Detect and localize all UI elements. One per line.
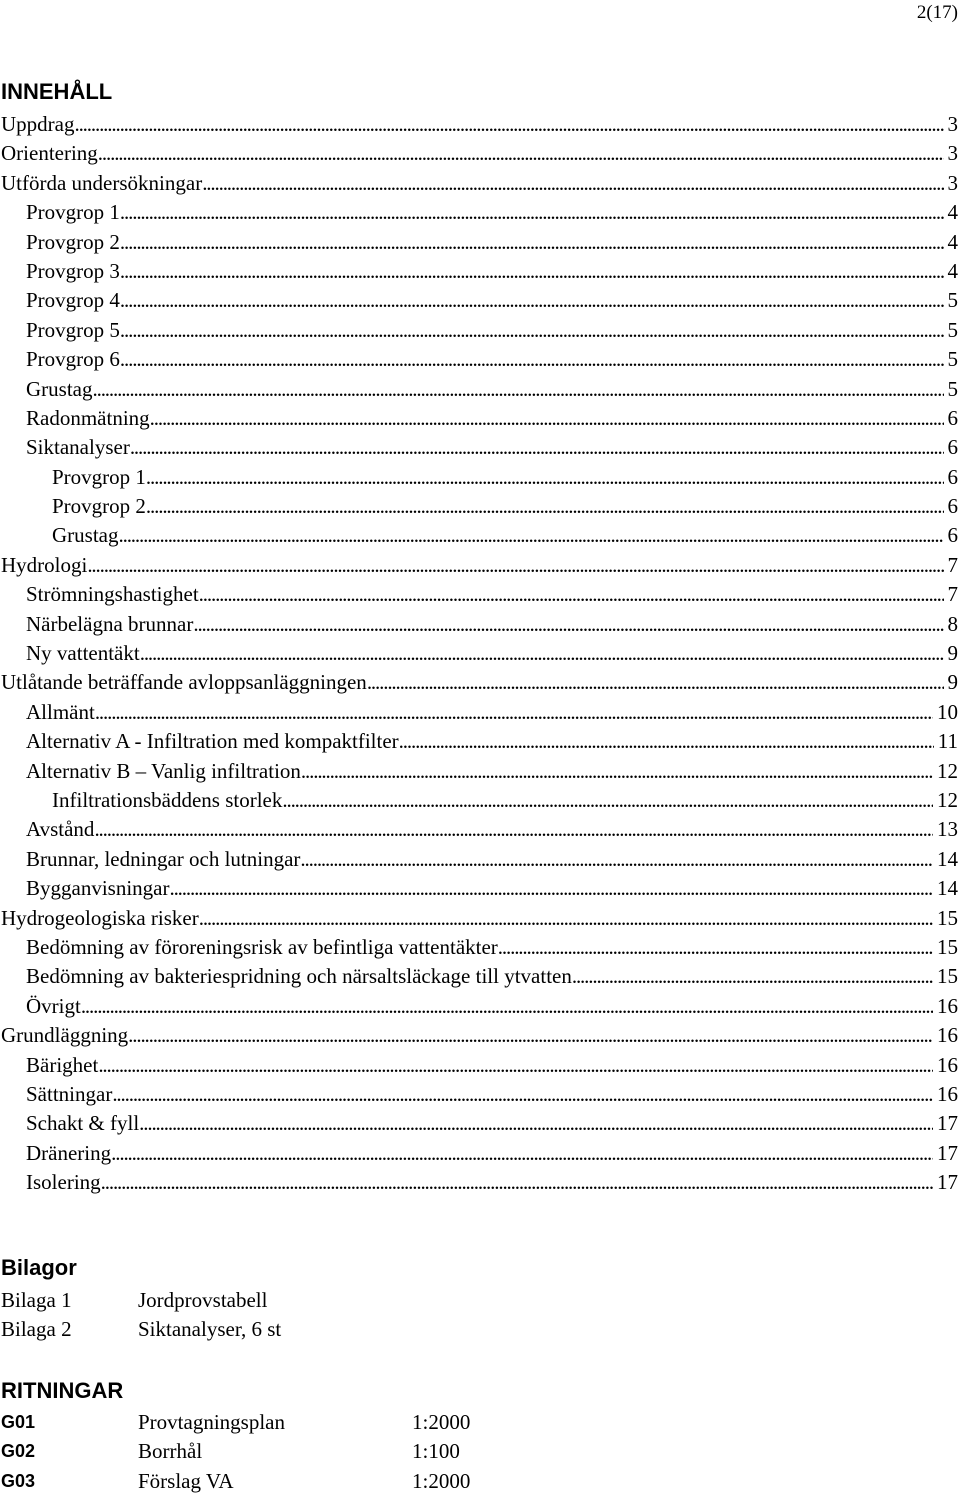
bilaga-id: Bilaga 1	[1, 1288, 72, 1312]
toc-dot-leader	[146, 492, 944, 521]
toc-entry-label: Bärighet	[26, 1052, 99, 1077]
toc-dot-leader	[120, 345, 944, 374]
toc-dot-leader	[193, 610, 943, 639]
toc-entry-page: 15	[937, 964, 958, 989]
ritning-name: Borrhål	[138, 1439, 203, 1464]
toc-entry[interactable]	[0, 316, 958, 345]
toc-entry-label: Provgrop 2	[52, 494, 146, 519]
toc-entry-label: Provgrop 2	[26, 229, 120, 254]
toc-entry-label: Strömningshastighet	[26, 582, 199, 607]
toc-entry[interactable]	[0, 1139, 958, 1168]
toc-entry[interactable]	[0, 228, 958, 257]
toc-entry-page: 17	[937, 1140, 958, 1165]
toc-entry[interactable]	[0, 786, 958, 815]
toc-entry-label: Hydrologi	[1, 552, 88, 577]
toc-entry-label: Närbelägna brunnar	[26, 611, 194, 636]
toc-entry-page: 10	[937, 699, 958, 724]
toc-entry-label: Isolering	[26, 1170, 101, 1195]
toc-entry-page: 17	[937, 1170, 958, 1195]
toc-entry-label: Bygganvisningar	[26, 876, 170, 901]
toc-entry-label: Infiltrationsbäddens storlek	[52, 787, 283, 812]
bilaga-name: Siktanalyser, 6 st	[138, 1317, 282, 1342]
toc-entry-page: 5	[947, 317, 958, 342]
toc-entry-page: 7	[947, 582, 958, 607]
toc-entry-page: 4	[947, 229, 958, 254]
toc-list	[0, 110, 958, 1197]
toc-entry-page: 4	[947, 200, 958, 225]
toc-entry-label: Övrigt	[26, 993, 81, 1018]
toc-entry-page: 17	[937, 1111, 958, 1136]
toc-entry-label: Grustag	[26, 376, 93, 401]
toc-entry[interactable]	[0, 1051, 958, 1080]
toc-entry[interactable]	[0, 198, 958, 227]
toc-entry-page: 13	[937, 817, 958, 842]
ritningar-heading: RITNINGAR	[1, 1378, 124, 1403]
toc-entry-label: Bedömning av bakteriespridning och närsaltsläckage till ytvatten	[26, 964, 572, 989]
toc-dot-leader	[87, 551, 943, 580]
toc-entry-page: 6	[947, 494, 958, 519]
toc-entry[interactable]	[0, 286, 958, 315]
toc-entry[interactable]	[0, 1168, 958, 1197]
toc-dot-leader	[139, 1109, 933, 1138]
ritning-code: G01	[1, 1412, 36, 1432]
toc-entry-page: 12	[937, 787, 958, 812]
toc-entry[interactable]	[0, 933, 958, 962]
toc-entry-page: 8	[947, 611, 958, 636]
toc-dot-leader	[81, 992, 933, 1021]
toc-dot-leader	[202, 169, 943, 198]
toc-entry-label: Grundläggning	[1, 1023, 129, 1048]
toc-entry-label: Bedömning av föroreningsrisk av befintliga vattentäkter	[26, 934, 498, 959]
toc-entry-page: 12	[937, 758, 958, 783]
toc-dot-leader	[93, 375, 944, 404]
toc-entry-label: Schakt & fyll	[26, 1111, 140, 1136]
toc-entry-label: Provgrop 3	[26, 258, 120, 283]
toc-entry[interactable]	[0, 110, 958, 139]
bilaga-name: Jordprovstabell	[138, 1288, 268, 1312]
toc-dot-leader	[282, 786, 933, 815]
toc-entry[interactable]	[0, 815, 958, 844]
toc-entry-label: Alternativ B – Vanlig infiltration	[26, 758, 301, 783]
toc-entry-page: 16	[937, 993, 958, 1018]
toc-dot-leader	[120, 257, 944, 286]
toc-dot-leader	[150, 404, 944, 433]
toc-entry[interactable]	[0, 610, 958, 639]
toc-entry[interactable]	[0, 404, 958, 433]
toc-entry-label: Utlåtande beträffande avloppsanläggningen	[1, 670, 367, 695]
toc-entry-label: Siktanalyser	[26, 435, 130, 460]
toc-entry-page: 16	[937, 1023, 958, 1048]
toc-entry[interactable]	[0, 874, 958, 903]
toc-entry[interactable]	[0, 668, 958, 697]
toc-entry-label: Utförda undersökningar	[1, 170, 203, 195]
toc-dot-leader	[120, 198, 944, 227]
toc-entry-page: 14	[937, 876, 958, 901]
toc-entry-label: Provgrop 6	[26, 347, 120, 372]
toc-dot-leader	[119, 521, 944, 550]
toc-entry[interactable]	[0, 433, 958, 462]
bilagor-heading: Bilagor	[1, 1255, 77, 1280]
ritning-scale: 1:100	[412, 1439, 460, 1464]
toc-dot-leader	[111, 1139, 933, 1168]
ritning-row	[0, 1467, 600, 1496]
toc-dot-leader	[169, 874, 933, 903]
toc-entry[interactable]	[0, 375, 958, 404]
toc-dot-leader	[199, 580, 944, 609]
toc-dot-leader	[140, 639, 944, 668]
toc-dot-leader	[112, 1080, 933, 1109]
toc-dot-leader	[74, 110, 943, 139]
toc-entry-label: Alternativ A - Infiltration med kompaktfilter	[26, 729, 399, 754]
toc-entry-page: 6	[947, 464, 958, 489]
toc-dot-leader	[146, 463, 944, 492]
toc-dot-leader	[399, 727, 934, 756]
toc-dot-leader	[130, 433, 944, 462]
toc-entry[interactable]	[0, 1080, 958, 1109]
toc-dot-leader	[498, 933, 933, 962]
toc-entry-label: Avstånd	[26, 817, 95, 842]
ritning-scale: 1:2000	[412, 1468, 471, 1493]
toc-entry-page: 16	[937, 1052, 958, 1077]
toc-entry[interactable]	[0, 845, 958, 874]
toc-dot-leader	[98, 1051, 933, 1080]
toc-entry-page: 6	[947, 523, 958, 548]
bilaga-row	[0, 1315, 600, 1344]
toc-dot-leader	[120, 316, 944, 345]
toc-entry-label: Provgrop 1	[52, 464, 146, 489]
toc-entry-label: Provgrop 5	[26, 317, 120, 342]
ritning-scale: 1:2000	[412, 1410, 471, 1434]
toc-entry-label: Provgrop 4	[26, 288, 120, 313]
toc-entry[interactable]	[0, 992, 958, 1021]
toc-entry[interactable]	[0, 962, 958, 991]
toc-entry[interactable]	[0, 727, 958, 756]
toc-entry-page: 3	[947, 170, 958, 195]
toc-entry[interactable]	[0, 139, 958, 168]
toc-entry[interactable]	[0, 904, 958, 933]
toc-entry[interactable]	[0, 757, 958, 786]
toc-entry[interactable]	[0, 169, 958, 198]
ritning-code: G03	[1, 1470, 36, 1491]
toc-entry-page: 9	[947, 670, 958, 695]
toc-entry-page: 4	[947, 258, 958, 283]
toc-entry[interactable]	[0, 551, 958, 580]
toc-heading: INNEHÅLL	[1, 79, 113, 104]
toc-entry-page: 3	[947, 112, 958, 136]
toc-entry-label: Hydrogeologiska risker	[1, 905, 199, 930]
ritning-name: Provtagningsplan	[138, 1410, 285, 1434]
bilaga-id: Bilaga 2	[1, 1317, 72, 1342]
toc-dot-leader	[128, 1021, 933, 1050]
bilagor-list	[0, 1286, 600, 1345]
ritningar-list	[0, 1408, 600, 1496]
toc-entry[interactable]	[0, 580, 958, 609]
page-number: 2(17)	[916, 2, 958, 23]
toc-dot-leader	[98, 139, 944, 168]
toc-dot-leader	[301, 757, 933, 786]
toc-entry-label: Dränering	[26, 1140, 112, 1165]
toc-entry-page: 14	[937, 846, 958, 871]
toc-entry-label: Grustag	[52, 523, 119, 548]
ritning-row	[0, 1437, 600, 1466]
ritning-row	[0, 1408, 600, 1437]
toc-entry-page: 5	[947, 376, 958, 401]
toc-entry-page: 9	[947, 641, 958, 666]
toc-dot-leader	[120, 228, 944, 257]
toc-entry[interactable]	[0, 492, 958, 521]
toc-dot-leader	[300, 845, 933, 874]
toc-entry-page: 7	[947, 552, 958, 577]
toc-dot-leader	[101, 1168, 933, 1197]
toc-entry-label: Ny vattentäkt	[26, 641, 140, 666]
toc-dot-leader	[572, 962, 933, 991]
toc-dot-leader	[94, 815, 933, 844]
toc-entry[interactable]	[0, 1021, 958, 1050]
toc-entry-page: 15	[937, 905, 958, 930]
ritning-name: Förslag VA	[138, 1468, 234, 1493]
toc-entry[interactable]	[0, 463, 958, 492]
toc-entry-label: Brunnar, ledningar och lutningar	[26, 846, 301, 871]
toc-entry-label: Sättningar	[26, 1081, 113, 1106]
toc-entry-page: 5	[947, 288, 958, 313]
bilaga-row	[0, 1286, 600, 1315]
toc-dot-leader	[199, 904, 933, 933]
toc-entry[interactable]	[0, 698, 958, 727]
toc-entry[interactable]	[0, 639, 958, 668]
ritning-code: G02	[1, 1441, 36, 1462]
toc-entry[interactable]	[0, 345, 958, 374]
toc-entry-page: 15	[937, 934, 958, 959]
toc-dot-leader	[95, 698, 933, 727]
toc-entry-label: Orientering	[1, 141, 98, 166]
toc-entry-label: Radonmätning	[26, 405, 150, 430]
toc-entry-page: 6	[947, 435, 958, 460]
toc-entry-page: 16	[937, 1081, 958, 1106]
toc-entry-page: 5	[947, 347, 958, 372]
toc-dot-leader	[367, 668, 944, 697]
toc-entry[interactable]	[0, 257, 958, 286]
toc-entry-page: 3	[947, 141, 958, 166]
toc-entry-label: Provgrop 1	[26, 200, 120, 225]
toc-entry-label: Uppdrag	[1, 112, 75, 136]
toc-entry-page: 6	[947, 405, 958, 430]
toc-entry[interactable]	[0, 521, 958, 550]
toc-dot-leader	[120, 286, 944, 315]
toc-entry-page: 11	[937, 729, 958, 754]
toc-entry-label: Allmänt	[26, 699, 95, 724]
toc-entry[interactable]	[0, 1109, 958, 1138]
